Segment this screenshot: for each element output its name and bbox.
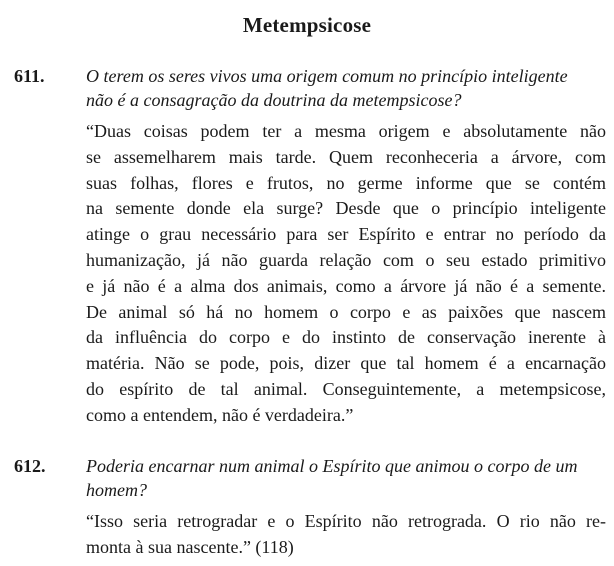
question-line: Poderia encarnar num animal o Espírito que animou o corpo de um — [86, 456, 578, 476]
answer-line: De animal só há no homem o corpo e as paixões que nascem — [86, 301, 606, 322]
answer-line: humanização, já não guarda relação com o seu estado primitivo — [86, 249, 606, 270]
answer-line: “Duas coisas podem ter a mesma origem e absolutamente não — [86, 121, 606, 141]
answer-line: do espírito de tal animal. Conseguintemente, a metempsicose, — [86, 378, 606, 399]
answer-line: monta à sua nascente.” (118) — [86, 536, 294, 557]
question-number: 611. — [14, 66, 45, 86]
answer-line: como a entendem, não é verdadeira.” — [86, 404, 354, 425]
answer-line: da influência do corpo e do instinto de conservação inerente à — [86, 327, 606, 348]
answer-line: matéria. Não se pode, pois, dizer que tal homem é a encarnação — [86, 353, 606, 374]
question-line: O terem os seres vivos uma origem comum no princípio inteligente — [86, 66, 568, 86]
answer-612 — [86, 509, 606, 561]
answer-line: suas folhas, flores e frutos, no germe informe que se contém — [86, 172, 606, 193]
answer-line: na semente donde ela surge? Desde que o princípio inteligente — [86, 198, 606, 219]
answer-line: atinge o grau necessário para ser Espírito e entrar no período da — [86, 224, 606, 245]
answer-line: e já não é a alma dos animais, como a árvore já não é a semente. — [86, 275, 606, 296]
answer-line: se assemelharem mais tarde. Quem reconheceria a árvore, com — [86, 146, 606, 167]
question-text — [86, 64, 606, 112]
question-line: não é a consagração da doutrina da metempsicose? — [86, 90, 462, 110]
question-line: homem? — [86, 480, 147, 500]
question-number: 612. — [14, 456, 46, 476]
answer-611 — [86, 119, 606, 429]
section-title: Metempsicose — [242, 13, 372, 37]
answer-line: “Isso seria retrogradar e o Espírito não retrograda. O rio não re- — [86, 511, 606, 531]
question-text — [86, 454, 606, 502]
